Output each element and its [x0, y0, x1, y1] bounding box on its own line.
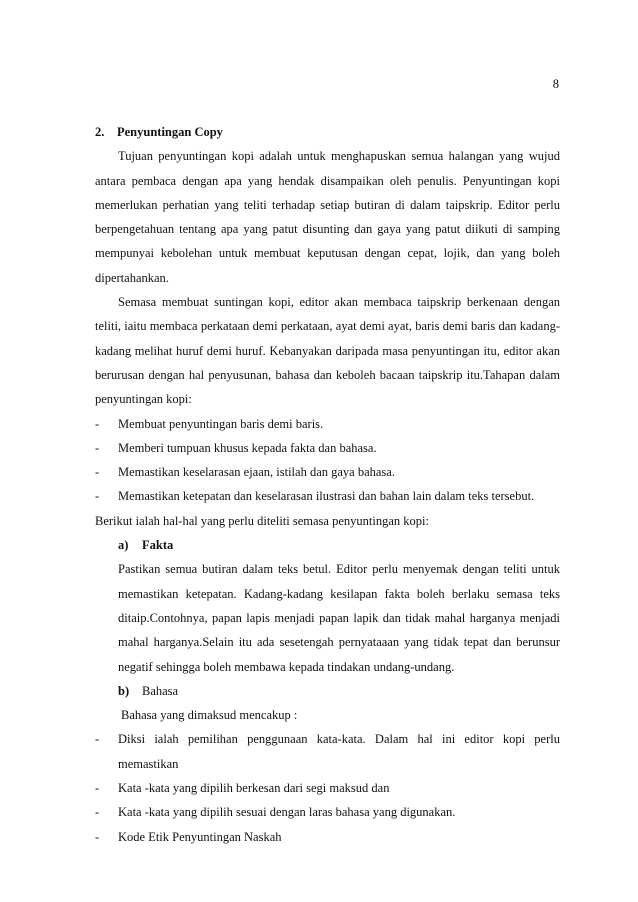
bullet-dash: -	[95, 829, 100, 844]
section-title: Penyuntingan Copy	[117, 125, 223, 139]
list-item: - Memberi tumpuan khusus kepada fakta dan bahasa.	[95, 436, 560, 460]
subsection-heading	[118, 533, 560, 557]
list-item: - Kode Etik Penyuntingan Naskah	[95, 825, 560, 849]
paragraph-purpose: Tujuan penyuntingan kopi adalah untuk menghapuskan semua halangan yang wujud antara pembaca dengan apa yang hendak disampaikan oleh penulis. Penyuntingan kopi memerlukan perhatian yang teliti terhadap setiap butiran di dalam taipskrip. Editor perlu berpengetahuan tentang apa yang patut disunting dan gaya yang patut diikuti di samping mempunyai kebolehan untuk membuat keputusan dengan cepat, lojik, dan yang boleh dipertahankan.	[95, 149, 560, 285]
list-item: - Memastikan ketepatan dan keselarasan ilustrasi dan bahan lain dalam teks tersebut.	[95, 484, 560, 508]
list-item: - Diksi ialah pemilihan penggunaan kata-kata. Dalam hal ini editor kopi perlu memastikan	[95, 727, 560, 776]
subsection-label: b)	[118, 683, 130, 698]
subsection-title: Bahasa	[142, 683, 179, 698]
bullet-dash: -	[95, 489, 100, 504]
bahasa-list	[95, 727, 560, 848]
list-item: - Kata -kata yang dipilih berkesan dari segi maksud dan	[95, 776, 560, 800]
section-number: 2.	[95, 125, 105, 139]
bullet-dash: -	[95, 732, 100, 747]
subsection-heading	[118, 679, 560, 703]
subsection-title: Fakta	[142, 538, 174, 553]
bullet-dash: -	[95, 416, 100, 431]
bahasa-intro: Bahasa yang dimaksud mencakup :	[121, 708, 298, 723]
steps-list	[95, 412, 560, 509]
fakta-text: Pastikan semua butiran dalam teks betul. Editor perlu menyemak dengan teliti untuk memastikan ketepatan. Kadang-kadang kesilapan fakta boleh berlaku semasa teks ditaip.Contohnya, papan lapis menjadi papan lapik dan tidak mahal harganya menjadi mahal harganya.Selain itu ada sesetengah pernyataaan yang tidak tepat dan berunsur negatif sehingga boleh membawa kepada tindakan undang-undang.	[118, 562, 560, 674]
page-number: 8	[552, 77, 559, 91]
document-body	[95, 120, 560, 849]
checklist-intro: Berikut ialah hal-hal yang perlu diteliti semasa penyuntingan kopi:	[95, 513, 429, 528]
list-item: - Memastikan keselarasan ejaan, istilah dan gaya bahasa.	[95, 460, 560, 484]
paragraph-process: Semasa membuat suntingan kopi, editor akan membaca taipskrip berkenaan dengan teliti, iaitu membaca perkataan demi perkataan, ayat demi ayat, baris demi baris dan kadang-kadang melihat huruf demi huruf. Kebanyakan daripada masa penyuntingan itu, editor akan berurusan dengan hal penyusunan, bahasa dan keboleh bacaan taipskrip itu.Tahapan dalam penyuntingan kopi:	[95, 295, 560, 407]
bullet-dash: -	[95, 465, 100, 480]
subsection-label: a)	[118, 538, 129, 553]
bullet-dash: -	[95, 781, 100, 796]
bullet-dash: -	[95, 440, 100, 455]
subsection-fakta	[95, 533, 560, 703]
list-item: - Membuat penyuntingan baris demi baris.	[95, 412, 560, 436]
list-item: - Kata -kata yang dipilih sesuai dengan laras bahasa yang digunakan.	[95, 800, 560, 824]
section-heading	[95, 120, 560, 144]
bullet-dash: -	[95, 805, 100, 820]
